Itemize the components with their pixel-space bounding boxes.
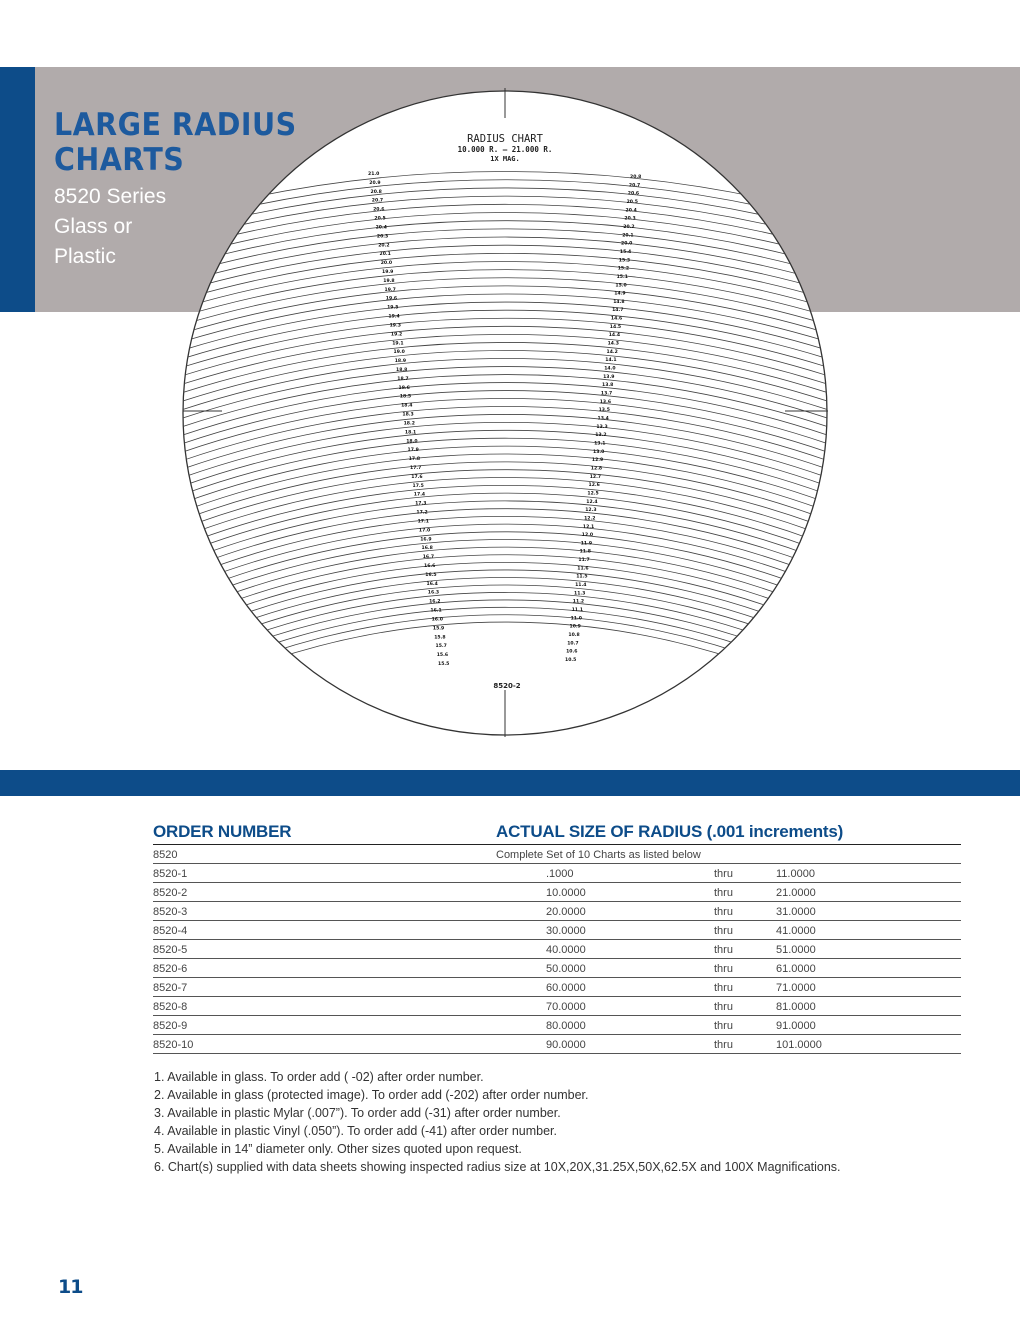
table-row (153, 997, 961, 1016)
radius-to: 11.0000 (776, 864, 961, 883)
scale-label: 18.5 (399, 394, 412, 400)
radius-thru: thru (714, 921, 776, 940)
scale-label: 17.6 (411, 474, 423, 480)
scale-label: 20.9 (369, 180, 381, 186)
scale-label: 12.8 (590, 466, 603, 472)
scale-label: 14.4 (608, 333, 621, 339)
scale-label: 16.5 (425, 572, 437, 578)
scale-label: 13.6 (599, 399, 612, 405)
scale-label: 13.9 (603, 374, 615, 380)
scale-label: 16.6 (424, 564, 436, 569)
scale-label: 15.1 (616, 274, 628, 280)
scale-label: 15.0 (615, 283, 627, 289)
scale-label: 20.1 (379, 252, 391, 258)
radius-thru: thru (714, 1016, 776, 1035)
scale-label: 12.9 (591, 458, 604, 464)
scale-label: 20.5 (374, 216, 386, 222)
scale-label: 13.7 (600, 391, 613, 397)
scale-label: 12.4 (586, 499, 598, 505)
scale-label: 20.8 (370, 189, 382, 195)
scale-label: 17.0 (418, 528, 431, 534)
radius-thru: thru (714, 902, 776, 921)
scale-label: 18.6 (398, 385, 410, 391)
scale-label: 13.2 (595, 433, 607, 439)
table-row (153, 978, 961, 997)
scale-label: 13.3 (596, 424, 608, 430)
scale-label: 18.3 (402, 412, 414, 418)
scale-label: 18.9 (394, 359, 407, 365)
scale-label: 13.8 (602, 383, 614, 389)
scale-label: 12.1 (582, 524, 595, 530)
scale-label: 19.3 (389, 323, 401, 329)
table-row (153, 921, 961, 940)
scale-label: 18.7 (397, 376, 409, 382)
radius-to: 61.0000 (776, 959, 961, 978)
scale-label: 12.3 (585, 508, 597, 514)
radius-thru: thru (714, 883, 776, 902)
radius-to: 31.0000 (776, 902, 961, 921)
scale-label: 17.3 (415, 501, 427, 507)
scale-label: 15.9 (432, 626, 445, 632)
scale-label: 11.3 (574, 591, 586, 597)
scale-label: 16.9 (420, 537, 432, 543)
scale-label: 18.0 (406, 439, 418, 445)
title-line-1: LARGE RADIUS (54, 107, 297, 143)
scale-label: 20.3 (376, 234, 389, 240)
order-number: 8520-7 (153, 978, 496, 997)
table-row (153, 845, 961, 864)
scale-label: 19.4 (388, 314, 400, 320)
scale-label: 18.2 (403, 421, 415, 427)
chart-magnification: 1X MAG. (490, 155, 520, 163)
scale-label: 10.8 (568, 633, 580, 638)
scale-label: 19.8 (383, 278, 395, 284)
scale-label: 11.6 (577, 566, 589, 572)
note-item: 1. Available in glass. To order add ( -02) after order number. (154, 1070, 484, 1084)
radius-thru: thru (714, 940, 776, 959)
scale-label: 20.0 (621, 241, 633, 247)
scale-label: 16.3 (427, 590, 440, 596)
chart-range: 10.000 R. – 21.000 R. (457, 145, 553, 154)
radius-to: 101.0000 (776, 1035, 961, 1054)
scale-label: 15.7 (435, 644, 447, 650)
radius-to: 81.0000 (776, 997, 961, 1016)
scale-label: 15.8 (434, 635, 446, 641)
order-number: 8520-8 (153, 997, 496, 1016)
scale-label: 18.4 (401, 403, 413, 409)
scale-label: 11.8 (579, 549, 591, 555)
scale-label: 20.4 (375, 225, 387, 231)
radius-from: 20.0000 (496, 902, 714, 921)
series-subtitle (54, 182, 166, 272)
scale-label: 13.0 (593, 449, 605, 455)
scale-label: 12.6 (588, 483, 600, 489)
table-row (153, 1016, 961, 1035)
scale-label: 12.7 (589, 474, 602, 480)
order-number: 8520-3 (153, 902, 496, 921)
scale-label: 20.6 (627, 191, 640, 197)
scale-label: 10.5 (565, 658, 577, 663)
scale-label: 18.1 (404, 430, 417, 436)
scale-label: 14.9 (614, 291, 626, 297)
page-title (54, 108, 297, 178)
scale-label: 13.5 (598, 408, 610, 414)
table-row (153, 959, 961, 978)
subtitle-line-1: 8520 Series (54, 185, 167, 208)
scale-label: 19.6 (385, 296, 398, 302)
scale-label: 16.0 (431, 617, 443, 623)
scale-label: 20.7 (371, 198, 384, 204)
scale-label: 19.1 (392, 341, 404, 347)
scale-label: 15.2 (617, 266, 630, 272)
set-description: Complete Set of 10 Charts as listed below (496, 845, 961, 864)
radius-from: 10.0000 (496, 883, 714, 902)
scale-label: 17.2 (416, 510, 428, 516)
scale-label: 14.2 (606, 349, 618, 355)
column-header-size: ACTUAL SIZE OF RADIUS (.001 increments) (496, 822, 961, 845)
table-row (153, 883, 961, 902)
note-item: 3. Available in plastic Mylar (.007”). To order add (-31) after order number. (154, 1106, 561, 1120)
radius-thru: thru (714, 978, 776, 997)
order-number: 8520-4 (153, 921, 496, 940)
radius-from: 80.0000 (496, 1016, 714, 1035)
scale-label: 10.7 (567, 641, 579, 647)
radius-from: 90.0000 (496, 1035, 714, 1054)
scale-label: 20.2 (623, 225, 635, 230)
subtitle-line-3: Plastic (54, 245, 116, 268)
note-item: 5. Available in 14” diameter only. Other sizes quoted upon request. (154, 1142, 522, 1156)
scale-label: 19.0 (393, 350, 405, 356)
scale-label: 16.2 (429, 599, 441, 605)
note-item: 2. Available in glass (protected image). To order add (-202) after order number. (154, 1088, 589, 1102)
scale-label: 17.1 (417, 519, 429, 525)
scale-label: 14.6 (610, 316, 623, 322)
scale-label: 12.2 (584, 516, 596, 522)
scale-label: 19.9 (382, 270, 394, 275)
scale-label: 14.5 (609, 324, 622, 330)
scale-label: 16.7 (422, 555, 435, 561)
scale-label: 15.4 (619, 249, 632, 255)
table-row (153, 1035, 961, 1054)
scale-label: 14.7 (612, 308, 624, 314)
section-divider (0, 770, 1020, 796)
order-number: 8520-9 (153, 1016, 496, 1035)
order-number: 8520-2 (153, 883, 496, 902)
scale-label: 15.6 (436, 653, 449, 659)
radius-to: 51.0000 (776, 940, 961, 959)
scale-label: 10.9 (569, 624, 581, 630)
scale-label: 19.7 (384, 287, 396, 293)
radius-from: 50.0000 (496, 959, 714, 978)
radius-from: 70.0000 (496, 997, 714, 1016)
scale-label: 11.7 (578, 558, 590, 564)
scale-label: 14.8 (613, 299, 625, 305)
scale-label: 16.1 (430, 608, 442, 614)
scale-label: 20.4 (625, 208, 637, 214)
page-number: 11 (58, 1276, 83, 1298)
scale-label: 14.1 (605, 358, 617, 364)
scale-label: 16.8 (421, 546, 433, 552)
scale-label: 20.1 (622, 233, 634, 239)
scale-label: 17.5 (412, 483, 424, 489)
scale-label: 15.5 (438, 662, 450, 667)
table-row (153, 902, 961, 921)
table-row (153, 864, 961, 883)
scale-label: 16.4 (426, 581, 438, 587)
order-number: 8520-10 (153, 1035, 496, 1054)
scale-label: 17.7 (410, 466, 422, 471)
scale-label: 18.8 (396, 368, 408, 373)
table-row (153, 940, 961, 959)
scale-label: 11.9 (580, 541, 593, 547)
table-header-row (153, 822, 961, 845)
scale-label: 17.9 (407, 448, 419, 454)
radius-thru: thru (714, 1035, 776, 1054)
scale-label: 14.0 (604, 366, 616, 372)
order-number: 8520-6 (153, 959, 496, 978)
radius-from: .1000 (496, 864, 714, 883)
scale-label: 20.7 (628, 183, 641, 189)
scale-label: 11.5 (576, 574, 588, 580)
scale-label: 20.6 (373, 207, 385, 213)
subtitle-line-2: Glass or (54, 215, 133, 238)
column-header-order: ORDER NUMBER (153, 822, 496, 845)
radius-to: 91.0000 (776, 1016, 961, 1035)
chart-heading: RADIUS CHART (467, 133, 543, 145)
radius-thru: thru (714, 997, 776, 1016)
radius-thru: thru (714, 959, 776, 978)
order-notes (154, 1068, 841, 1176)
scale-label: 14.3 (607, 341, 619, 347)
order-number: 8520-5 (153, 940, 496, 959)
scale-label: 20.8 (630, 175, 642, 180)
scale-label: 13.4 (597, 416, 609, 422)
order-number: 8520-1 (153, 864, 496, 883)
scale-label: 12.0 (581, 533, 594, 539)
order-table (153, 822, 961, 1054)
note-item: 4. Available in plastic Vinyl (.050”). To order add (-41) after order number. (154, 1124, 557, 1138)
scale-label: 15.3 (618, 258, 631, 264)
scale-label: 20.0 (380, 261, 393, 267)
radius-thru: thru (714, 864, 776, 883)
scale-label: 13.1 (594, 441, 606, 447)
radius-to: 71.0000 (776, 978, 961, 997)
title-line-2: CHARTS (54, 142, 185, 178)
chart-part-label: 8520-2 (493, 682, 521, 690)
scale-label: 12.5 (587, 491, 599, 497)
radius-from: 60.0000 (496, 978, 714, 997)
scale-label: 11.1 (571, 608, 584, 613)
scale-label: 10.6 (566, 649, 578, 655)
scale-label: 19.2 (390, 332, 403, 338)
radius-from: 40.0000 (496, 940, 714, 959)
radius-from: 30.0000 (496, 921, 714, 940)
scale-label: 11.2 (572, 599, 585, 605)
radius-to: 41.0000 (776, 921, 961, 940)
note-item: 6. Chart(s) supplied with data sheets showing inspected radius size at 10X,20X,31.25X,50X,62.5X and 100X Magnifications. (154, 1160, 841, 1174)
scale-label: 11.4 (575, 583, 587, 589)
radius-to: 21.0000 (776, 883, 961, 902)
scale-label: 20.3 (624, 216, 636, 222)
scale-label: 20.5 (626, 200, 638, 205)
scale-label: 17.4 (413, 492, 426, 498)
order-number: 8520 (153, 845, 496, 864)
scale-label: 19.5 (387, 305, 399, 311)
scale-label: 20.2 (378, 243, 390, 249)
scale-label: 17.8 (408, 457, 421, 463)
scale-label: 11.0 (570, 616, 582, 622)
scale-label: 21.0 (368, 172, 380, 177)
